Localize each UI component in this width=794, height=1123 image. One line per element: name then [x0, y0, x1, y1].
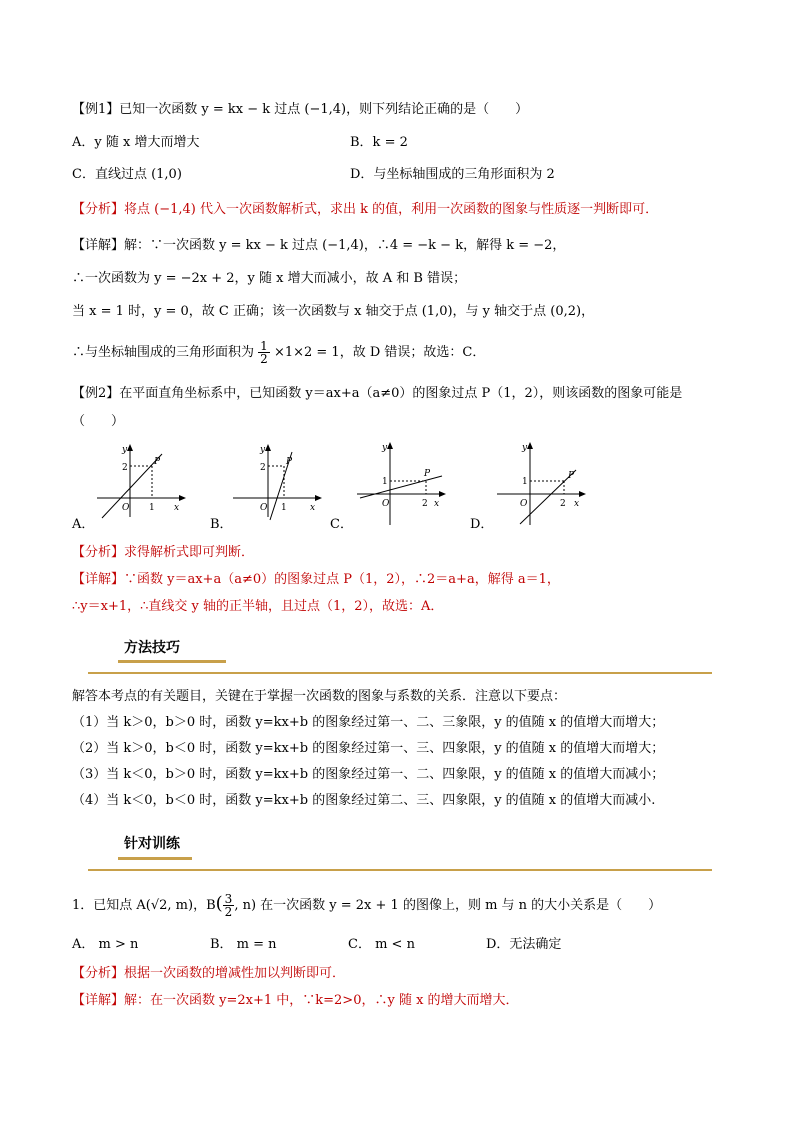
graph-d-y-label: y — [522, 443, 528, 453]
ex2-option-b: B． — [210, 517, 233, 532]
fraction-three-halves — [223, 893, 235, 918]
graph-c-origin: O — [382, 499, 390, 509]
training-question-post: , n) 在一次函数 y = 2x + 1 的图像上，则 m 与 n 的大小关系是（ ） — [234, 898, 662, 913]
methods-point-1: （1）当 k＞0，b＞0 时，函数 y=kx+b 的图象经过第一、二、三象限，y 的值随 x 的值增大而增大； — [72, 715, 665, 730]
ex1-detail-1: 【详解】解：∵一次函数 y = kx − k 过点 (−1,4)，∴4 = −k − k，解得 k = −2， — [72, 238, 566, 253]
ex2-option-a: A． — [72, 517, 95, 532]
ex2-analysis: 【分析】求得解析式即可判断． — [72, 545, 255, 560]
ex1-option-c: C．直线过点 (1,0) — [72, 167, 182, 182]
ex1-analysis: 【分析】将点 (−1,4) 代入一次函数解析式，求出 k 的值，利用一次函数的图象与性质逐一判断即可． — [72, 202, 659, 217]
ex2-option-c: C． — [330, 517, 353, 532]
training-question-pre: 1．已知点 A(√2, m)，B — [72, 898, 216, 913]
graph-a-origin: O — [122, 503, 130, 513]
graph-a-tick-2: 2 — [122, 463, 128, 473]
graph-a-p-label: P — [154, 457, 161, 467]
graph-b-p-label: P — [286, 457, 293, 467]
graph-c-p-label: P — [424, 469, 431, 479]
ex2-detail-1: 【详解】∵函数 y＝ax+a（a≠0）的图象过点 P（1，2），∴2＝a+a，解得 a＝1， — [72, 572, 560, 587]
graph-d-tick-2: 2 — [560, 499, 566, 509]
training-question-paren: ( — [215, 893, 223, 914]
ex2-option-d: D． — [470, 517, 494, 532]
ex1-detail-4-pre: ∴与坐标轴围成的三角形面积为 — [72, 345, 255, 360]
graph-d-p-label: P — [568, 471, 575, 481]
methods-intro: 解答本考点的有关题目，关键在于掌握一次函数的图象与系数的关系．注意以下要点： — [72, 689, 567, 704]
graph-option-a — [92, 442, 192, 522]
ex1-detail-4 — [72, 340, 485, 365]
training-detail: 【详解】解：在一次函数 y=2x+1 中，∵k=2>0，∴y 随 x 的增大而增大． — [72, 993, 519, 1008]
graph-b-y-label: y — [260, 445, 266, 455]
fraction-numerator: 3 — [224, 892, 233, 906]
graph-c-tick-2: 2 — [422, 499, 428, 509]
graph-b-x-label: x — [310, 503, 316, 513]
graph-option-b — [228, 442, 328, 522]
graph-a-x-label: x — [174, 503, 180, 513]
training-option-d: D．无法确定 — [486, 937, 562, 952]
methods-point-2: （2）当 k＞0，b＜0 时，函数 y=kx+b 的图象经过第一、三、四象限，y 的值随 x 的值增大而增大； — [72, 741, 665, 756]
methods-point-4: （4）当 k＜0，b＜0 时，函数 y=kx+b 的图象经过第二、三、四象限，y 的值随 x 的值增大而减小. — [72, 793, 656, 808]
section-underline-methods — [118, 660, 226, 663]
ex1-detail-4-post: ×1×2 = 1，故 D 错误；故选：C． — [273, 345, 486, 360]
training-option-b: B． m = n — [210, 937, 277, 952]
training-option-c: C． m < n — [348, 937, 415, 952]
section-divider-training — [88, 869, 712, 871]
ex1-detail-3: 当 x = 1 时，y = 0，故 C 正确；该一次函数与 x 轴交于点 (1,0)，与 y 轴交于点 (0,2)， — [72, 304, 595, 319]
ex2-question-line2: （ ） — [72, 414, 125, 429]
graph-c-tick-1: 1 — [382, 477, 388, 487]
fraction-numerator: 1 — [260, 339, 268, 353]
graph-c-y-label: y — [382, 443, 388, 453]
training-question — [72, 893, 661, 918]
fraction-half — [258, 340, 270, 365]
ex1-detail-2: ∴一次函数为 y = −2x + 2，y 随 x 增大而减小，故 A 和 B 错误； — [72, 271, 467, 286]
graph-a-tick-1: 1 — [149, 503, 155, 513]
training-analysis: 【分析】根据一次函数的增减性加以判断即可． — [72, 966, 346, 981]
graph-option-d — [492, 440, 592, 530]
fraction-denominator: 2 — [260, 352, 268, 366]
methods-point-3: （3）当 k＜0，b＞0 时，函数 y=kx+b 的图象经过第一、二、四象限，y 的值随 x 的值增大而减小； — [72, 767, 665, 782]
graph-b-tick-2: 2 — [260, 463, 266, 473]
section-title-training: 针对训练 — [124, 836, 180, 852]
graph-d-origin: O — [520, 499, 528, 509]
ex1-option-d: D．与坐标轴围成的三角形面积为 2 — [350, 167, 555, 182]
ex2-question-line1: 【例2】在平面直角坐标系中，已知函数 y＝ax+a（a≠0）的图象过点 P（1，2），则该函数的图象可能是 — [72, 386, 683, 401]
graph-b-origin: O — [260, 503, 268, 513]
fraction-denominator: 2 — [224, 905, 233, 919]
graph-a-y-label: y — [122, 445, 128, 455]
ex1-option-a: A．y 随 x 增大而增大 — [72, 135, 200, 150]
ex1-question: 【例1】已知一次函数 y = kx − k 过点 (−1,4)，则下列结论正确的是（ ） — [72, 102, 529, 117]
graph-d-x-label: x — [574, 499, 580, 509]
section-underline-training — [118, 857, 192, 860]
ex1-option-b: B．k = 2 — [350, 135, 408, 150]
training-option-a: A． m > n — [72, 937, 139, 952]
graph-b-tick-1: 1 — [281, 503, 287, 513]
section-title-methods: 方法技巧 — [124, 640, 180, 656]
graph-d-tick-1: 1 — [522, 477, 528, 487]
graph-option-c — [352, 440, 452, 530]
graph-c-x-label: x — [434, 499, 440, 509]
section-divider-methods — [88, 672, 712, 674]
ex2-detail-2: ∴y＝x+1，∴直线交 y 轴的正半轴，且过点（1，2），故选：A． — [72, 599, 444, 614]
